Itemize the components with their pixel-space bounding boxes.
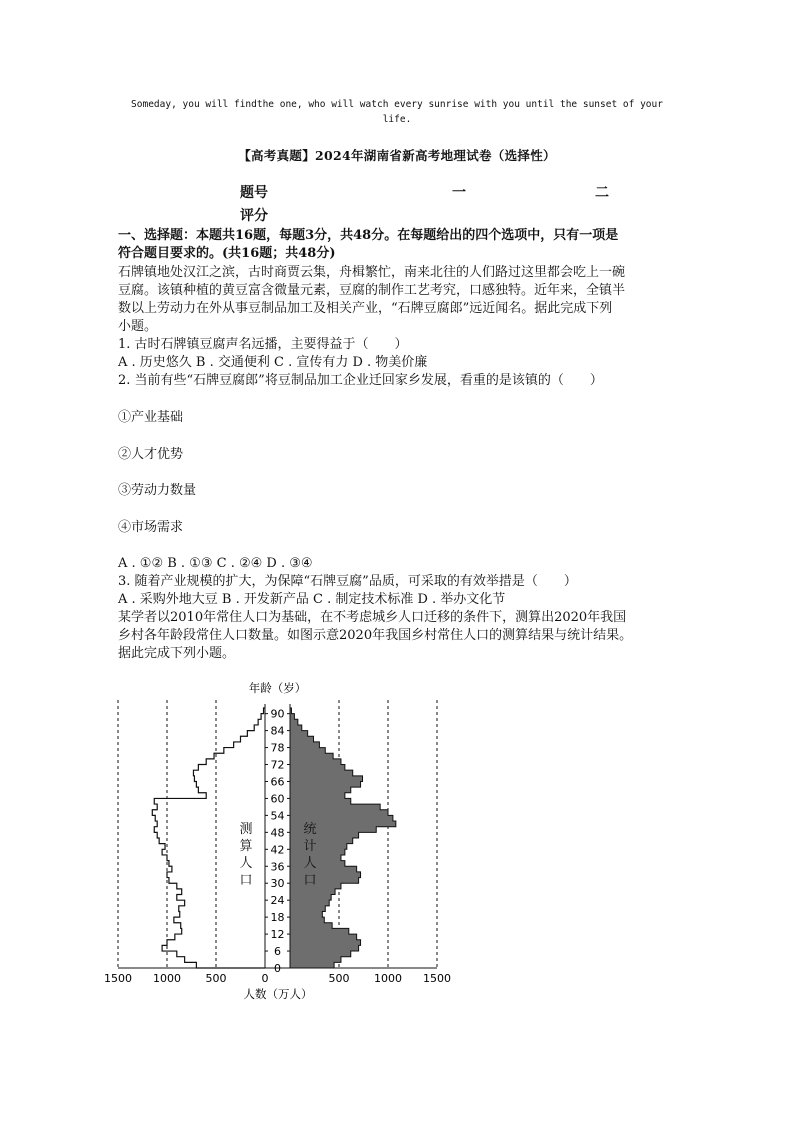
y-tick-label: 84 bbox=[270, 724, 285, 738]
passage-2-line: 据此完成下列小题。 bbox=[118, 646, 236, 661]
document-title: 【高考真题】2024年湖南省新高考地理试卷（选择性） bbox=[238, 148, 556, 163]
y-tick-label: 72 bbox=[270, 758, 285, 772]
y-axis-title: 年龄（岁） bbox=[248, 681, 307, 695]
question-2-options: A . ①② B . ①③ C . ②④ D . ③④ bbox=[118, 556, 313, 571]
score-table-col2: 二 bbox=[595, 185, 609, 201]
series-label-char: 算 bbox=[239, 839, 253, 854]
question-2-item: ①产业基础 bbox=[118, 410, 184, 425]
series-label-char: 统 bbox=[303, 822, 317, 837]
y-tick-label: 66 bbox=[270, 775, 285, 789]
x-tick-label: 1500 bbox=[423, 972, 451, 985]
score-table-row2-label: 评分 bbox=[240, 208, 268, 224]
question-1: 1. 古时石牌镇豆腐声名远播，主要得益于（ ） bbox=[118, 337, 408, 352]
score-table-col1: 一 bbox=[452, 185, 466, 201]
section-heading-line-2: 符合题目要求的。(共16题；共48分) bbox=[118, 246, 336, 261]
y-tick-label: 12 bbox=[270, 928, 285, 942]
series-measured-outline bbox=[152, 708, 265, 968]
y-tick-label: 30 bbox=[270, 877, 285, 891]
y-tick-label: 54 bbox=[270, 809, 285, 823]
question-3: 3. 随着产业规模的扩大，为保障“石牌豆腐”品质，可采取的有效举措是（ ） bbox=[118, 574, 577, 589]
y-tick-label: 48 bbox=[270, 826, 285, 840]
y-tick-label: 24 bbox=[270, 894, 285, 908]
section-heading bbox=[118, 227, 678, 263]
y-tick-label: 78 bbox=[270, 741, 285, 755]
series-label-char: 测 bbox=[239, 822, 253, 837]
passage-2-line: 某学者以2010年常住人口为基础，在不考虑城乡人口迁移的条件下，测算出2020年我国 bbox=[118, 610, 627, 625]
series-label-char: 计 bbox=[303, 839, 317, 854]
y-tick-label: 6 bbox=[274, 945, 281, 959]
x-tick-label: 1500 bbox=[104, 972, 132, 985]
question-2-item: ④市场需求 bbox=[118, 520, 184, 535]
passage-1 bbox=[118, 264, 678, 336]
x-tick-label: 1000 bbox=[374, 972, 402, 985]
y-tick-label: 42 bbox=[270, 843, 285, 857]
section-heading-line-1: 一、选择题：本题共16题，每题3分，共48分。在每题给出的四个选项中，只有一项是 bbox=[118, 228, 619, 243]
y-tick-label: 36 bbox=[270, 860, 285, 874]
passage-1-line: 数以上劳动力在外从事豆制品加工及相关产业，“石牌豆腐郎”远近闻名。据此完成下列 bbox=[118, 301, 613, 316]
passage-2 bbox=[118, 609, 678, 663]
passage-1-line: 豆腐。该镇种植的黄豆富含微量元素，豆腐的制作工艺考究，口感独特。近年来，全镇半 bbox=[118, 283, 626, 298]
series-label-char: 人 bbox=[239, 856, 253, 871]
question-2-item: ②人才优势 bbox=[118, 447, 184, 462]
question-2: 2. 当前有些“石牌豆腐郎”将豆制品加工企业迁回家乡发展，看重的是该镇的（ ） bbox=[118, 373, 603, 388]
passage-1-line: 石牌镇地处汉江之滨，古时商贾云集，舟楫繁忙，南来北往的人们路过这里都会吃上一碗 bbox=[118, 265, 626, 280]
score-table-row1-label: 题号 bbox=[240, 185, 268, 201]
motto-line-2: life. bbox=[382, 114, 412, 125]
x-tick-label: 500 bbox=[205, 972, 227, 985]
y-tick-label: 18 bbox=[270, 911, 285, 925]
y-tick-label: 90 bbox=[270, 707, 285, 721]
y-tick-label: 60 bbox=[270, 792, 285, 806]
population-pyramid-svg bbox=[104, 678, 451, 1008]
passage-2-line: 乡村各年龄段常住人口数量。如图示意2020年我国乡村常住人口的测算结果与统计结果。 bbox=[118, 628, 633, 643]
question-1-options: A . 历史悠久 B . 交通便利 C . 宣传有力 D . 物美价廉 bbox=[118, 355, 428, 370]
series-label-char: 口 bbox=[303, 873, 317, 888]
question-2-item: ③劳动力数量 bbox=[118, 483, 197, 498]
header-motto bbox=[120, 97, 674, 127]
x-axis-title: 人数（万人） bbox=[243, 987, 313, 1001]
x-tick-label: 1000 bbox=[153, 972, 181, 985]
series-label-char: 口 bbox=[239, 873, 253, 888]
series-measured-label bbox=[239, 822, 252, 888]
series-label-char: 人 bbox=[303, 856, 317, 871]
passage-1-line: 小题。 bbox=[118, 319, 158, 334]
question-3-options: A . 采购外地大豆 B . 开发新产品 C . 制定技术标准 D . 举办文化节 bbox=[118, 592, 506, 607]
population-pyramid-chart bbox=[104, 678, 451, 1008]
motto-line-1: Someday, you will findthe one, who will watch every sunrise with you until the sunset of your bbox=[131, 99, 663, 110]
y-tick-label: 0 bbox=[274, 962, 281, 975]
series-statistical-area bbox=[290, 708, 396, 968]
x-tick-label: 0 bbox=[261, 972, 269, 985]
x-tick-label: 500 bbox=[328, 972, 350, 985]
